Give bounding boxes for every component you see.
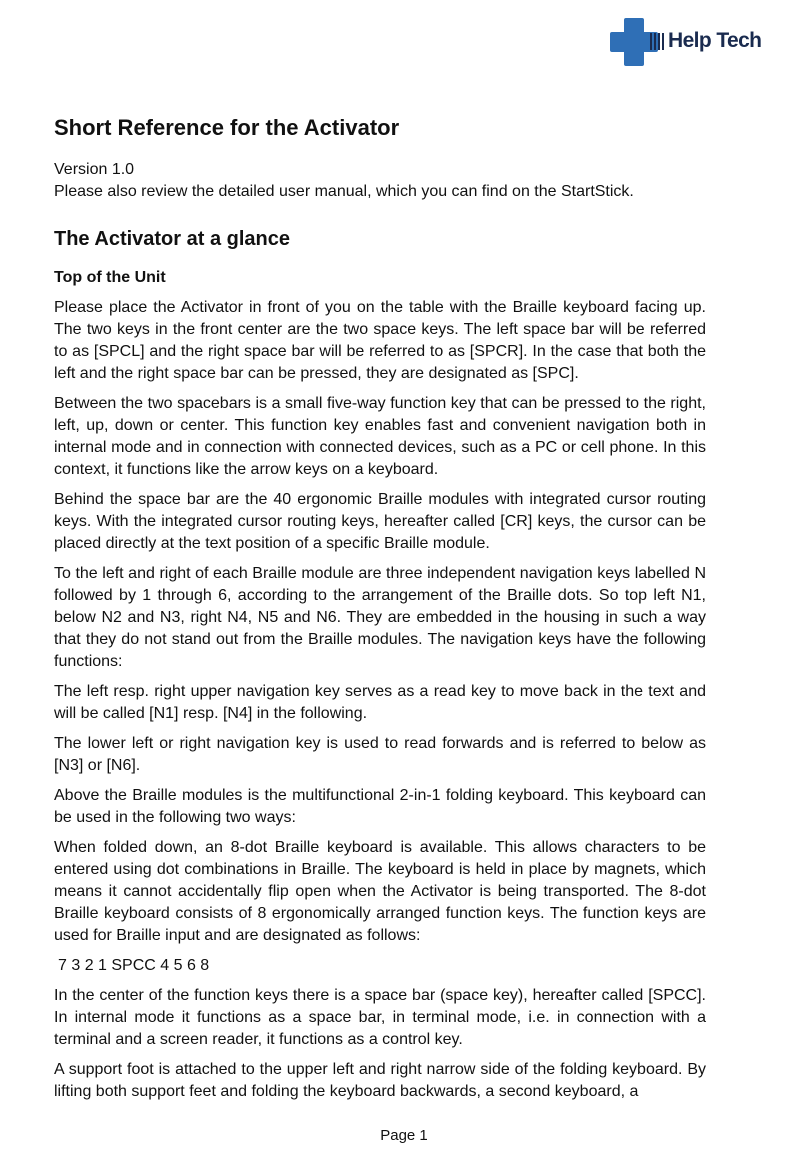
logo-bars-icon bbox=[650, 33, 664, 50]
paragraph-folding-keyboard: Above the Braille modules is the multifunctional 2-in-1 folding keyboard. This keyboard can be used in the following two ways: bbox=[54, 787, 706, 826]
document-title: Short Reference for the Activator bbox=[54, 115, 400, 140]
paragraph-braille-modules: Behind the space bar are the 40 ergonomic Braille modules with integrated cursor routing keys. With the integrated cursor routing keys, hereafter called [CR] keys, the cursor can be placed directly at the text position of a specific Braille module. bbox=[54, 491, 706, 552]
paragraph-space-keys: Please place the Activator in front of you on the table with the Braille keyboard facing up. The two keys in the front center are the two space keys. The left space bar will be referred to as [SPCL] and the right space bar will be referred to as [SPCR]. In the case that both the left and the right space bar can be pressed, they are designated as [SPC]. bbox=[54, 299, 706, 382]
help-tech-logo bbox=[610, 18, 760, 66]
key-layout-line: 7 3 2 1 SPCC 4 5 6 8 bbox=[58, 957, 210, 974]
section-heading: The Activator at a glance bbox=[54, 228, 290, 250]
paragraph-navigation-keys: To the left and right of each Braille module are three independent navigation keys labelled N followed by 1 through 6, according to the arrangement of the Braille dots. So top left N1, below N2 and N3, right N4, N5 and N6. They are embedded in the housing in such a way that they do not stand out from the Braille modules. The navigation keys have the following functions: bbox=[54, 565, 706, 670]
section-body bbox=[54, 267, 706, 1111]
page-number: Page 1 bbox=[380, 1127, 428, 1144]
paragraph-function-key: Between the two spacebars is a small five-way function key that can be pressed to the right, left, up, down or center. This function key enables fast and convenient navigation both in internal mode and in connection with connected devices, such as a PC or cell phone. In this context, it functions like the arrow keys on a keyboard. bbox=[54, 395, 706, 478]
paragraph-read-back: The left resp. right upper navigation key serves as a read key to move back in the text and will be called [N1] resp. [N4] in the following. bbox=[54, 683, 706, 722]
paragraph-support-foot: A support foot is attached to the upper left and right narrow side of the folding keyboard. By lifting both support feet and folding the keyboard backwards, a second keyboard, a bbox=[54, 1061, 706, 1100]
intro-block bbox=[54, 159, 634, 203]
brand-name: Help Tech bbox=[668, 29, 762, 52]
subsection-heading: Top of the Unit bbox=[54, 269, 166, 286]
manual-note: Please also review the detailed user manual, which you can find on the StartStick. bbox=[54, 183, 634, 200]
paragraph-braille-keyboard: When folded down, an 8-dot Braille keyboard is available. This allows characters to be entered using dot combinations in Braille. The keyboard is held in place by magnets, which means it cannot accidentally flip open when the Activator is being transported. The 8-dot Braille keyboard consists of 8 ergonomically arranged function keys. The function keys are used for Braille input and are designated as follows: bbox=[54, 839, 706, 944]
paragraph-read-forward: The lower left or right navigation key is used to read forwards and is referred to below as [N3] or [N6]. bbox=[54, 735, 706, 774]
paragraph-space-bar: In the center of the function keys there is a space bar (space key), hereafter called [SPCC]. In internal mode it functions as a space bar, in terminal mode, i.e. in connection with a terminal and a screen reader, it functions as a control key. bbox=[54, 987, 706, 1048]
version-line: Version 1.0 bbox=[54, 161, 135, 178]
